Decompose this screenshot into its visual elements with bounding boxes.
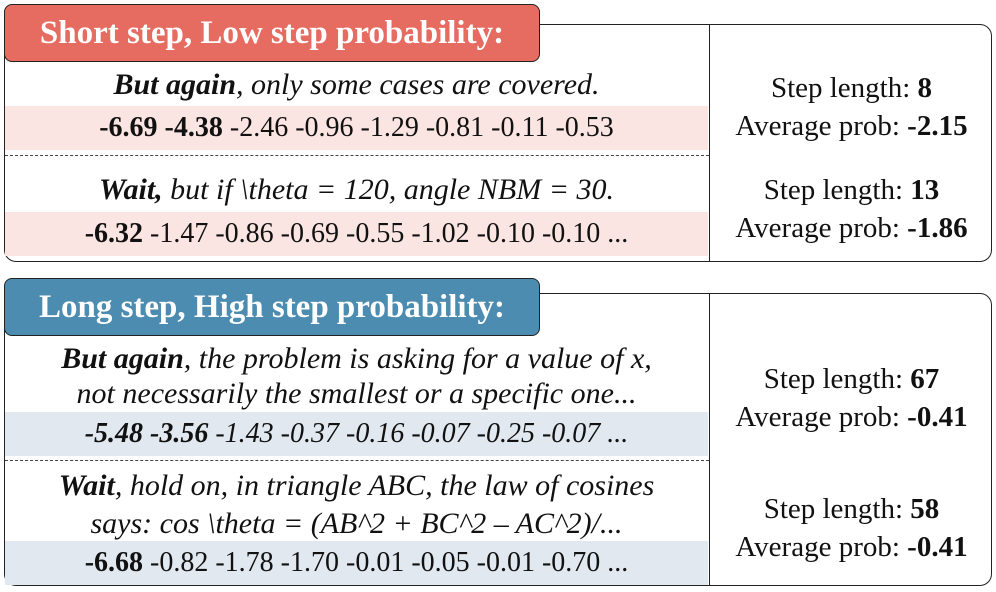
- probs-rest: -2.46 -0.96 -1.29 -0.81 -0.11 -0.53: [229, 112, 614, 143]
- avg-prob-value: -0.41: [907, 531, 968, 563]
- probs-rest: -0.82 -1.78 -1.70 -0.01 -0.05 -0.01 -0.70 ...: [150, 547, 629, 578]
- probs-bold: -6.69 -4.38: [99, 112, 223, 143]
- example-sentence: [5, 172, 708, 208]
- step-length-value: 13: [910, 174, 940, 206]
- step-length-line: [710, 69, 993, 107]
- sentence-lead: Wait,: [99, 173, 163, 206]
- probs-bold: -5.48 -3.56: [84, 418, 209, 449]
- sentence-text: but if \theta = 120, angle NBM = 30.: [162, 173, 614, 206]
- example-sentence-line2: says: cos \theta = (AB^2 + BC^2 – AC^2)/...: [90, 507, 623, 540]
- step-length-label: Step length:: [763, 493, 904, 525]
- step-length-value: 58: [910, 493, 940, 525]
- step-stats: [710, 360, 993, 436]
- avg-prob-label: Average prob:: [735, 531, 900, 563]
- sentence-lead: Wait: [58, 469, 115, 502]
- short-step-header: Short step, Low step probability:: [4, 4, 540, 62]
- long-step-header: Long step, High step probability:: [4, 278, 540, 336]
- probs-rest: -1.47 -0.86 -0.69 -0.55 -1.02 -0.10 -0.10 ...: [150, 218, 629, 249]
- example-sentence: [5, 67, 708, 103]
- avg-prob-label: Average prob:: [735, 401, 900, 433]
- avg-prob-value: -0.41: [907, 401, 968, 433]
- row-divider: [5, 460, 709, 461]
- sentence-text: , the problem is asking for a value of x,: [183, 342, 652, 375]
- example-sentence: [5, 341, 708, 377]
- step-length-value: 67: [910, 363, 940, 395]
- step-length-label: Step length:: [770, 72, 911, 104]
- step-length-value: 8: [917, 72, 933, 104]
- avg-prob-label: Average prob:: [735, 110, 900, 142]
- step-stats: [710, 69, 993, 145]
- example-sentence-line2: not necessarily the smallest or a specific one...: [76, 377, 637, 410]
- step-length-line: [710, 360, 993, 398]
- step-length-label: Step length:: [763, 363, 904, 395]
- probs-rest: -1.43 -0.37 -0.16 -0.07 -0.25 -0.07 ...: [215, 418, 629, 449]
- avg-prob-line: [710, 528, 993, 566]
- sentence-lead: But again: [61, 342, 184, 375]
- avg-prob-line: [710, 209, 993, 247]
- step-stats: [710, 490, 993, 566]
- sentence-lead: But again: [113, 68, 237, 101]
- avg-prob-value: -2.15: [907, 110, 968, 142]
- row-divider: [5, 155, 709, 156]
- token-probabilities: [5, 412, 708, 456]
- sentence-text: , only some cases are covered.: [236, 68, 600, 101]
- avg-prob-line: [710, 398, 993, 436]
- step-length-line: [710, 171, 993, 209]
- probs-bold: -6.68: [84, 547, 144, 578]
- sentence-text: , hold on, in triangle ABC, the law of cosines: [114, 469, 655, 502]
- probs-bold: -6.32: [84, 218, 144, 249]
- token-probabilities: [5, 212, 708, 256]
- long-step-panel: [4, 293, 992, 586]
- example-sentence: [5, 468, 708, 504]
- token-probabilities: [5, 106, 708, 150]
- step-length-line: [710, 490, 993, 528]
- step-stats: [710, 171, 993, 247]
- token-probabilities: [5, 541, 708, 585]
- avg-prob-label: Average prob:: [735, 212, 900, 244]
- avg-prob-line: [710, 107, 993, 145]
- avg-prob-value: -1.86: [907, 212, 968, 244]
- step-length-label: Step length:: [763, 174, 904, 206]
